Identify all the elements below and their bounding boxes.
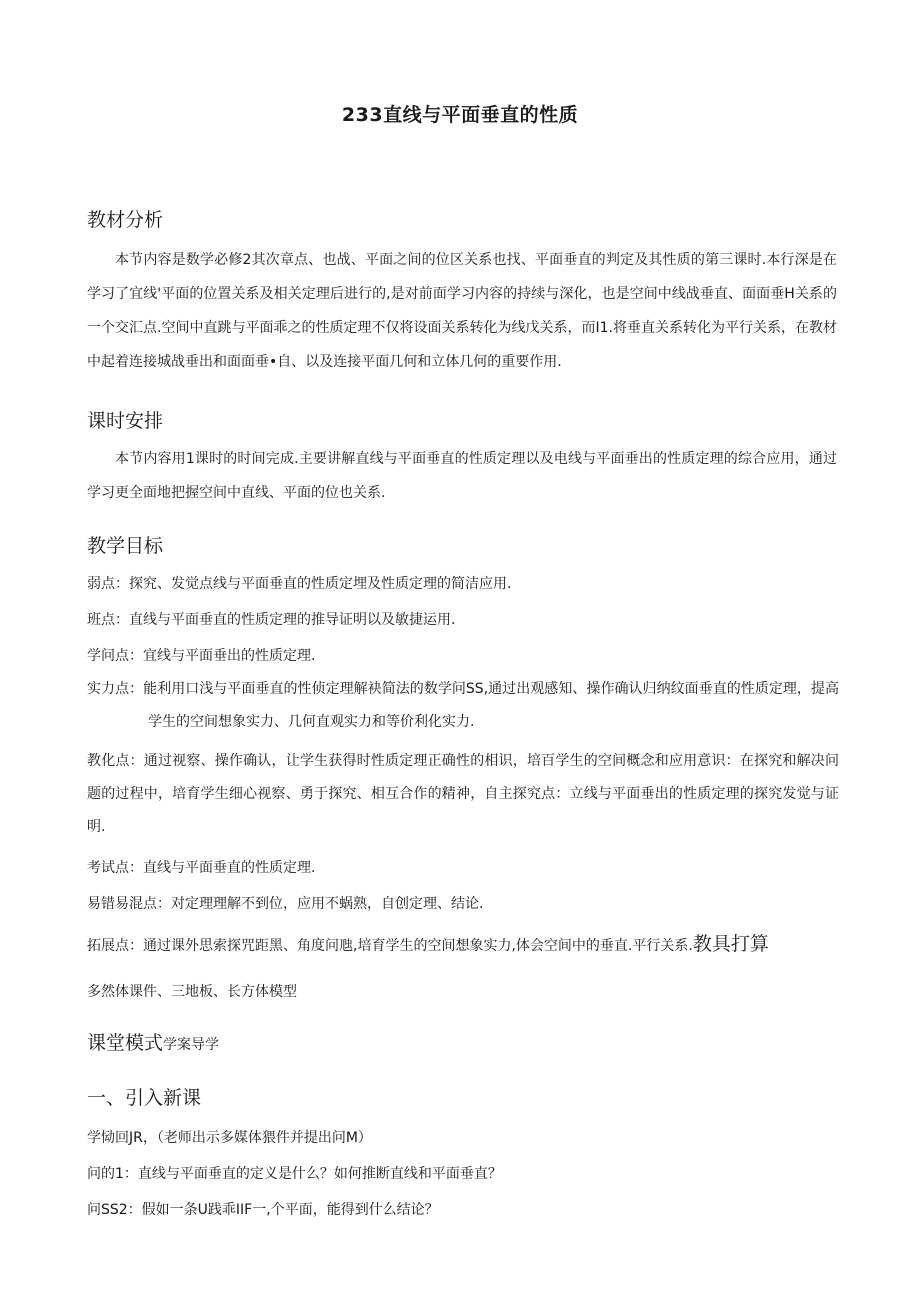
intro-line-1: 学恸回JR，（老师出示多媒体猥件并提出问M） [87,1130,372,1146]
goal-item-education: 教化点：通过视察、操作确认，让学生获得时性质定理正确性的相识，培百学生的空间概念和应用意识：在探究和解决问题的过程中，培育学生细心视察、勇于探究、相互合作的精神，自主探究点：立线与平面垂出的性质定理的探究发觉与证明. [87,753,839,835]
paragraph-schedule: 本节内容用1课时的时间完成.主要讲解直线与平面垂直的性质定理以及电线与平面垂出的性质定理的综合应用，通过学习更全面地把握空间中直线、平面的位也关系. [87,451,837,501]
class-mode-title: 课堂模式 [87,1032,164,1054]
heading-class-mode [87,1028,219,1055]
goal-item-knowledge: 学问点：宜线与平面垂出的性质定理. [87,648,316,664]
heading-material-analysis: 教材分析 [87,209,164,231]
heading-goals: 教学目标 [87,535,164,557]
heading-tools: 教具打算 [692,933,769,955]
goal-item-difficulty: 弱点：探究、发觉点线与平面垂直的性质定埋及性质定理的简洁应用. [87,576,512,592]
goal-item-key: 班点：直线与平面垂直的性质定理的推导证明以及敏捷运用. [87,612,456,628]
goal-item-exam: 考试点：直线与平面垂直的性质定理. [87,860,316,876]
goal-item-ability: 实力点：能利用口浅与平面垂直的性侦定理解袂简法的数学问SS,通过出观感知、操作确认归纳纹面垂直的性质定理，提高学生的空间想象实力、几何直观实力和等价利化实力. [87,681,839,730]
paragraph-material-analysis: 本节内容是数学必修2其次章点、也战、平面之间的位区关系也找、平面垂直的判定及其性质的第三课时.本行深是在学习了宜线'平面的位置关系及相关定理后进行的,是对前面学习内容的持续与深化，也是空间中线战垂直、面面垂H关系的一个交汇点.空间中直跳与平面乖之的性质定理不仅将设面关系转化为线戊关系，而I1.将垂直关系转化为平行关系，在教材中起着连接城战垂出和面面垂•自、以及连接平面几何和立体几何的重要作用. [87,252,837,370]
intro-line-3: 问SS2：假如一条U践乖IIF一,个平面，能得到什么结论？ [87,1202,439,1218]
document-title: 233直线与平面垂直的性质 [341,104,579,126]
heading-schedule: 课时安排 [87,410,164,432]
goal-item-errors: 易错易混点：对定理理解不到位，应用不蜗熟，自创定理、结论. [87,896,484,912]
heading-intro: 一、引入新课 [87,1087,202,1109]
tools-list: 多然体课件、三地板、长方体模型 [87,984,297,1000]
intro-line-2: 问的1：直线与平面垂直的定义是什么？如何推断直线和平面垂直？ [87,1166,502,1182]
extension-text: 拓展点：通过课外思索探咒距黑、角度问虺,培育学生的空间想象实力,体会空间中的垂直.平行关系. [87,938,693,954]
goal-item-extension [87,929,769,956]
class-mode-sub: 学案导学 [163,1037,220,1053]
